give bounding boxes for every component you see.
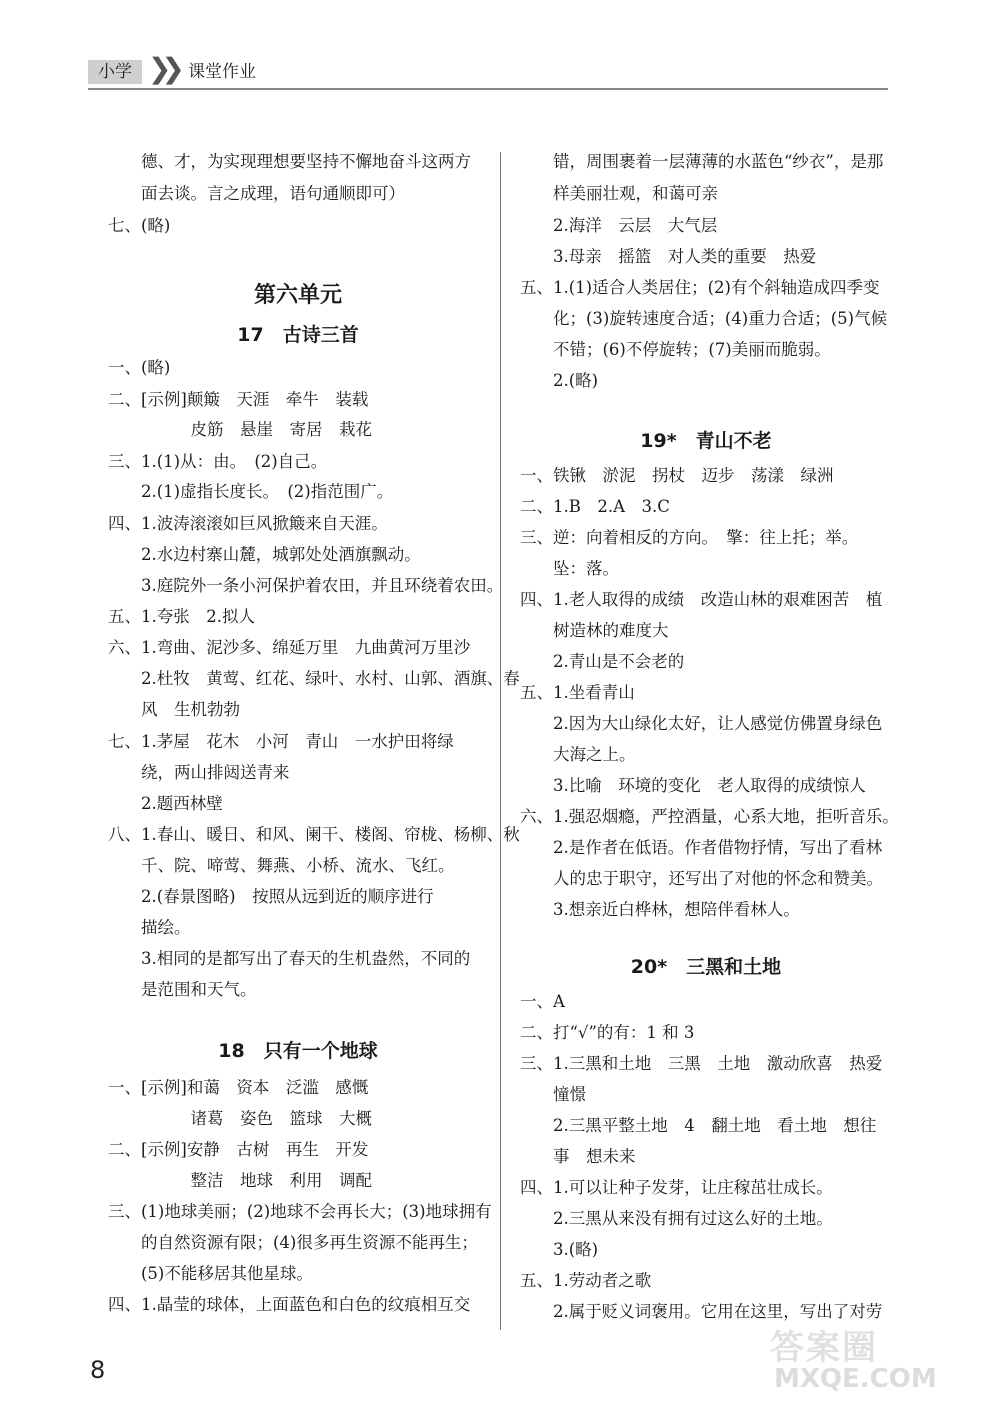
text-line: 诸葛 姿色 篮球 大概	[108, 1109, 372, 1128]
text-line: 2.是作者在低语。作者借物抒情，写出了看林	[520, 838, 883, 857]
text-line: 二、[示例]颠簸 天涯 牵牛 装载	[108, 390, 369, 409]
text-line: 坠：落。	[520, 559, 619, 578]
text-line: 七、1.茅屋 花木 小河 青山 一水护田将绿	[108, 732, 454, 751]
text-line: 2.因为大山绿化太好，让人感觉仿佛置身绿色	[520, 714, 883, 733]
text-line: 三、1.(1)从：由。 (2)自己。	[108, 452, 328, 471]
text-line: 一、铁锹 淤泥 拐杖 迈步 荡漾 绿洲	[520, 466, 834, 485]
text-line: 错，周围裹着一层薄薄的水蓝色“纱衣”，是那	[520, 152, 884, 171]
text-line: 六、1.弯曲、泥沙多、绵延万里 九曲黄河万里沙	[108, 638, 471, 657]
text-line: 三、(1)地球美丽；(2)地球不会再长大；(3)地球拥有	[108, 1202, 492, 1221]
text-line: 样美丽壮观，和蔼可亲	[520, 184, 718, 203]
text-line: 绕，两山排闼送青来	[108, 763, 290, 782]
section-title: 18 只有一个地球	[218, 1040, 378, 1062]
watermark-text: 答案圈	[770, 1328, 878, 1368]
header-rule	[88, 88, 888, 90]
header-title: 课堂作业	[188, 62, 256, 82]
text-line: 四、1.可以让种子发芽，让庄稼茁壮成长。	[520, 1178, 833, 1197]
section-title: 20* 三黑和土地	[630, 956, 782, 978]
text-line: 二、打“√”的有：1 和 3	[520, 1023, 695, 1042]
text-line: 2.属于贬义词褒用。它用在这里，写出了对劳	[520, 1302, 883, 1321]
text-line: 德、才，为实现理想要坚持不懈地奋斗这两方	[108, 152, 471, 171]
text-line: 是范围和天气。	[108, 980, 257, 999]
text-line: 风 生机勃勃	[108, 700, 240, 719]
column-divider	[500, 152, 501, 1330]
text-line: 2.三黑从来没有拥有过这么好的土地。	[520, 1209, 833, 1228]
text-line: 2.海洋 云层 大气层	[520, 216, 718, 235]
watermark-logo	[770, 1320, 990, 1400]
text-line: 憧憬	[520, 1085, 586, 1104]
unit-title: 第六单元	[253, 283, 342, 308]
text-line: 3.相同的是都写出了春天的生机盎然，不同的	[108, 949, 471, 968]
text-line: 四、1.波涛滚滚如巨风掀簸来自天涯。	[108, 514, 388, 533]
text-line: 一、(略)	[108, 358, 171, 377]
text-line: 3.比喻 环境的变化 老人取得的成绩惊人	[520, 776, 866, 795]
text-line: 描绘。	[108, 918, 191, 937]
text-line: 3.母亲 摇篮 对人类的重要 热爱	[520, 247, 817, 266]
text-line: 2.(略)	[520, 371, 599, 390]
text-line: 2.青山是不会老的	[520, 652, 685, 671]
header-level-tag: 小学	[88, 60, 142, 84]
section-title: 17 古诗三首	[237, 324, 359, 346]
text-line: 2.水边村寨山麓，城郭处处酒旗飘动。	[108, 545, 421, 564]
section-title: 19* 青山不老	[640, 430, 772, 452]
page-number: 8	[90, 1356, 106, 1384]
text-line: (5)不能移居其他星球。	[108, 1264, 313, 1283]
text-line: 2.(春景图略) 按照从远到近的顺序进行	[108, 887, 434, 906]
text-line: 化；(3)旋转速度合适；(4)重力合适；(5)气候	[520, 309, 888, 328]
text-line: 面去谈。言之成理，语句通顺即可）	[108, 184, 405, 203]
text-line: 一、[示例]和蔼 资本 泛滥 感慨	[108, 1078, 369, 1097]
watermark-url: MXQE.COM	[774, 1364, 937, 1394]
text-line: 五、1.(1)适合人类居住；(2)有个斜轴造成四季变	[520, 278, 880, 297]
text-line: 四、1.老人取得的成绩 改造山林的艰难困苦 植	[520, 590, 883, 609]
text-line: 人的忠于职守，还写出了对他的怀念和赞美。	[520, 869, 883, 888]
page-header	[88, 52, 888, 88]
text-line: 的自然资源有限；(4)很多再生资源不能再生；	[108, 1233, 478, 1252]
text-line: 2.杜牧 黄莺、红花、绿叶、水村、山郭、酒旗、春	[108, 669, 520, 688]
text-line: 一、A	[520, 992, 565, 1011]
text-line: 八、1.春山、暖日、和风、阑干、楼阁、帘栊、杨柳、秋	[108, 825, 520, 844]
text-line: 五、1.夸张 2.拟人	[108, 607, 255, 626]
text-line: 七、(略)	[108, 216, 171, 235]
text-line: 千、院、啼莺、舞燕、小桥、流水、飞红。	[108, 856, 455, 875]
double-chevron-icon: ❯❯	[148, 52, 175, 85]
text-line: 不错；(6)不停旋转；(7)美丽而脆弱。	[520, 340, 831, 359]
text-line: 五、1.劳动者之歌	[520, 1271, 652, 1290]
text-line: 2.(1)虚指长度长。 (2)指范围广。	[108, 482, 394, 501]
text-line: 3.庭院外一条小河保护着农田，并且环绕着农田。	[108, 576, 504, 595]
text-line: 四、1.晶莹的球体，上面蓝色和白色的纹痕相互交	[108, 1295, 471, 1314]
text-line: 3.想亲近白桦林，想陪伴看林人。	[520, 900, 800, 919]
text-line: 三、逆：向着相反的方向。 擎：往上托；举。	[520, 528, 859, 547]
text-line: 2.三黑平整土地 4 翻土地 看土地 想往	[520, 1116, 877, 1135]
text-line: 整洁 地球 利用 调配	[108, 1171, 372, 1190]
text-line: 树造林的难度大	[520, 621, 669, 640]
text-line: 六、1.强忍烟瘾，严控酒量，心系大地，拒听音乐。	[520, 807, 899, 826]
text-line: 二、[示例]安静 古树 再生 开发	[108, 1140, 369, 1159]
text-line: 三、1.三黑和土地 三黑 土地 激动欣喜 热爱	[520, 1054, 883, 1073]
text-line: 事 想未来	[520, 1147, 636, 1166]
text-line: 3.(略)	[520, 1240, 599, 1259]
text-line: 大海之上。	[520, 745, 636, 764]
text-line: 2.题西林壁	[108, 794, 223, 813]
text-line: 二、1.B 2.A 3.C	[520, 497, 670, 516]
text-line: 五、1.坐看青山	[520, 683, 635, 702]
text-line: 皮筋 悬崖 寄居 栽花	[108, 420, 372, 439]
